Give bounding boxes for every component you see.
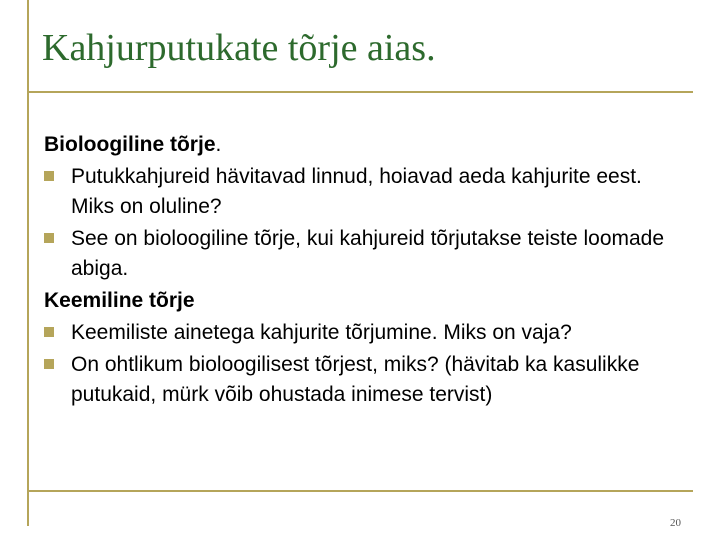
- bullet-text: Putukkahjureid hävitavad linnud, hoiavad aeda kahjurite eest. Miks on oluline?: [71, 165, 642, 218]
- slide-content: [44, 130, 684, 412]
- slide-title: Kahjurputukate tõrje aias.: [42, 27, 436, 69]
- bullet-text: On ohtlikum bioloogilisest tõrjest, miks? (hävitab ka kasulikke putukaid, mürk võib ohustada inimese tervist): [71, 353, 640, 406]
- square-bullet-icon: [44, 233, 54, 243]
- section-heading-suffix: .: [215, 133, 222, 156]
- section-heading-text: Keemiline tõrje: [44, 289, 195, 312]
- bullet-text: See on bioloogiline tõrje, kui kahjureid tõrjutakse teiste loomade abiga.: [71, 227, 665, 280]
- square-bullet-icon: [44, 171, 54, 181]
- section-heading-biological: [44, 130, 684, 160]
- bullet-text: Keemiliste ainetega kahjurite tõrjumine. Miks on vaja?: [71, 321, 572, 344]
- left-border-line: [27, 0, 29, 526]
- bullet-item: [44, 224, 684, 284]
- slide-number: 20: [670, 517, 681, 529]
- footer-divider-line: [27, 490, 693, 492]
- section-heading-chemical: [44, 286, 684, 316]
- square-bullet-icon: [44, 359, 54, 369]
- square-bullet-icon: [44, 327, 54, 337]
- bullet-item: [44, 350, 684, 410]
- section-heading-text: Bioloogiline tõrje: [44, 133, 216, 156]
- bullet-item: [44, 162, 684, 222]
- bullet-item: [44, 318, 684, 348]
- title-divider-line: [27, 91, 693, 93]
